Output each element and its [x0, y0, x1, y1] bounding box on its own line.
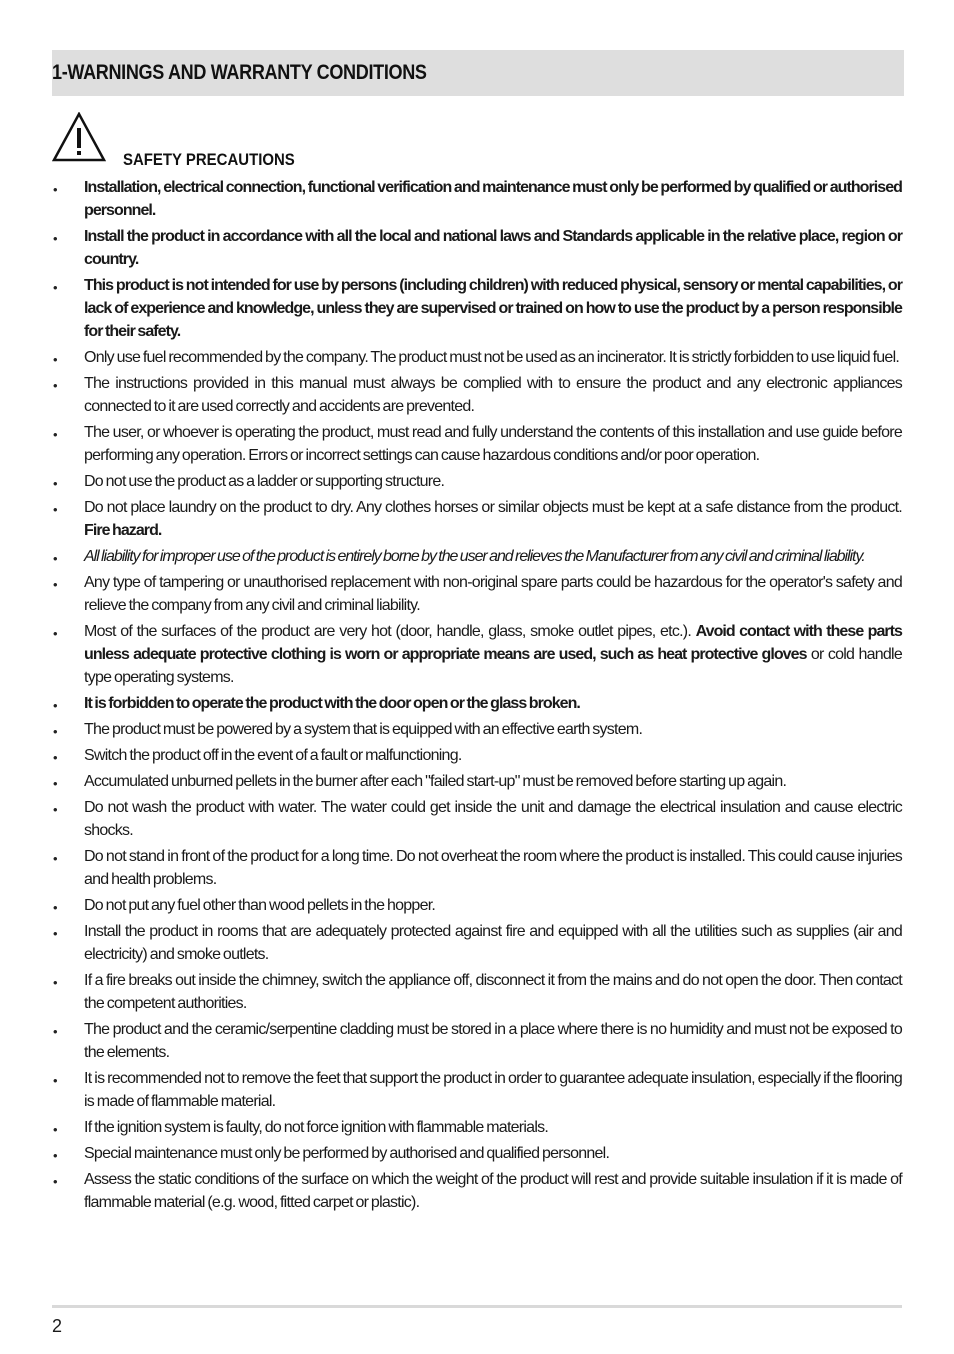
bullet-marker: •	[53, 750, 58, 765]
bullet-text-tail: or cold handle type operating systems.	[84, 646, 903, 686]
bullet-marker: •	[53, 851, 58, 866]
list-item	[52, 920, 902, 966]
list-item	[52, 571, 902, 617]
bullet-marker: •	[53, 182, 58, 197]
bullet-text: Installation, electrical connection, functional verification and maintenance must only be performed by qualified or authorised personnel.	[84, 179, 902, 219]
bullet-text-emphasis: Avoid contact with these parts unless adequate protective clothing is worn or appropriate means are used, such as heat protective gloves	[84, 623, 902, 663]
list-item	[52, 545, 902, 568]
bullet-text: Do not wash the product with water. The water could get inside the unit and damage the electrical insulation and cause electric shocks.	[84, 799, 902, 839]
list-item	[52, 744, 902, 767]
list-item	[52, 421, 902, 467]
bullet-marker: •	[53, 551, 58, 566]
bullet-marker: •	[53, 1174, 58, 1189]
bullet-text: Do not use the product as a ladder or supporting structure.	[84, 473, 445, 490]
bullet-marker: •	[53, 378, 58, 393]
bullet-text	[84, 496, 902, 542]
bullet-text-lead: Most of the surfaces of the product are very hot (door, handle, glass, smoke outlet pipes, etc.).	[84, 623, 696, 640]
bullet-marker: •	[53, 280, 58, 295]
list-item	[52, 845, 902, 891]
bullet-marker: •	[53, 502, 58, 517]
bullet-marker: •	[53, 1073, 58, 1088]
bullet-marker: •	[53, 476, 58, 491]
bullet-text: If the ignition system is faulty, do not force ignition with flammable materials.	[84, 1119, 549, 1136]
bullet-text: If a fire breaks out inside the chimney, switch the appliance off, disconnect it from the mains and do not open the door. Then contact the competent authorities.	[84, 972, 902, 1012]
list-item	[52, 1067, 902, 1113]
footer-divider	[52, 1305, 902, 1308]
page-number: 2	[52, 1316, 63, 1336]
bullet-text: Only use fuel recommended by the company. The product must not be used as an incinerator. It is strictly forbidden to use liquid fuel.	[84, 349, 900, 366]
warning-triangle-icon	[52, 112, 106, 162]
bullet-text: It is forbidden to operate the product with the door open or the glass broken.	[84, 695, 580, 712]
list-item	[52, 1116, 902, 1139]
list-item	[52, 372, 902, 418]
bullet-text-lead: Do not place laundry on the product to dry. Any clothes horses or similar objects must be kept at a safe distance from the product.	[84, 499, 902, 516]
section-title: SAFETY PRECAUTIONS	[123, 150, 295, 169]
bullet-text: Accumulated unburned pellets in the burner after each "failed start-up" must be removed before starting up again.	[84, 773, 787, 790]
page-title: 1-WARNINGS AND WARRANTY CONDITIONS	[52, 61, 427, 84]
list-item	[52, 496, 902, 542]
bullet-text: Install the product in rooms that are adequately protected against fire and equipped with all the utilities such as supplies (air and electricity) and smoke outlets.	[84, 923, 902, 963]
list-item	[52, 1142, 902, 1165]
list-item	[52, 718, 902, 741]
bullet-text: Do not put any fuel other than wood pellets in the hopper.	[84, 897, 436, 914]
bullet-text: The product must be powered by a system that is equipped with an effective earth system.	[84, 721, 643, 738]
list-item	[52, 796, 902, 842]
bullet-text: It is recommended not to remove the feet that support the product in order to guarantee adequate insulation, especially if the flooring is made of flammable material.	[84, 1070, 902, 1110]
bullet-marker: •	[53, 231, 58, 246]
list-item	[52, 969, 902, 1015]
list-item	[52, 620, 902, 689]
bullet-marker: •	[53, 900, 58, 915]
bullet-text: Special maintenance must only be performed by authorised and qualified personnel.	[84, 1145, 610, 1162]
bullet-marker: •	[53, 926, 58, 941]
bullet-text: Assess the static conditions of the surface on which the weight of the product will rest and provide suitable insulation if it is made of flammable material (e.g. wood, fitted carpet or plastic).	[84, 1171, 902, 1211]
list-item	[52, 225, 902, 271]
bullet-text: Do not stand in front of the product for a long time. Do not overheat the room where the product is installed. This could cause injuries and health problems.	[84, 848, 902, 888]
bullet-marker: •	[53, 427, 58, 442]
bullet-text-emphasis: Fire hazard.	[84, 522, 162, 539]
list-item	[52, 176, 902, 222]
list-item	[52, 1018, 902, 1064]
bullet-text	[84, 620, 902, 689]
bullet-marker: •	[53, 776, 58, 791]
list-item	[52, 274, 902, 343]
list-item	[52, 346, 902, 369]
bullet-text: All liability for improper use of the product is entirely borne by the user and relieves the Manufacturer from any civil and criminal liability.	[84, 548, 865, 565]
bullet-marker: •	[53, 698, 58, 713]
bullet-marker: •	[53, 577, 58, 592]
list-item	[52, 894, 902, 917]
bullet-marker: •	[53, 724, 58, 739]
bullet-marker: •	[53, 975, 58, 990]
list-item	[52, 770, 902, 793]
safety-bullet-list	[52, 176, 902, 1217]
bullet-text: The user, or whoever is operating the product, must read and fully understand the contents of this installation and use guide before performing any operation. Errors or incorrect settings can cause hazardous conditions and/or poor operation.	[84, 424, 902, 464]
bullet-marker: •	[53, 352, 58, 367]
bullet-text: This product is not intended for use by persons (including children) with reduced physical, sensory or mental capabilities, or lack of experience and knowledge, unless they are supervised or trained on how to use the product by a person responsible for their safety.	[84, 277, 902, 340]
bullet-marker: •	[53, 1024, 58, 1039]
bullet-text: Install the product in accordance with all the local and national laws and Standards applicable in the relative place, region or country.	[84, 228, 902, 268]
bullet-marker: •	[53, 1122, 58, 1137]
bullet-text: Any type of tampering or unauthorised replacement with non-original spare parts could be hazardous for the operator's safety and relieve the company from any civil and criminal liability.	[84, 574, 902, 614]
bullet-text: The product and the ceramic/serpentine cladding must be stored in a place where there is no humidity and must not be exposed to the elements.	[84, 1021, 902, 1061]
list-item	[52, 1168, 902, 1214]
bullet-text: The instructions provided in this manual must always be complied with to ensure the product and any electronic appliances connected to it are used correctly and accidents are prevented.	[84, 375, 902, 415]
list-item	[52, 470, 902, 493]
list-item	[52, 692, 902, 715]
bullet-text: Switch the product off in the event of a fault or malfunctioning.	[84, 747, 462, 764]
bullet-marker: •	[53, 1148, 58, 1163]
section-header-band	[52, 50, 904, 96]
bullet-marker: •	[53, 626, 58, 641]
bullet-marker: •	[53, 802, 58, 817]
